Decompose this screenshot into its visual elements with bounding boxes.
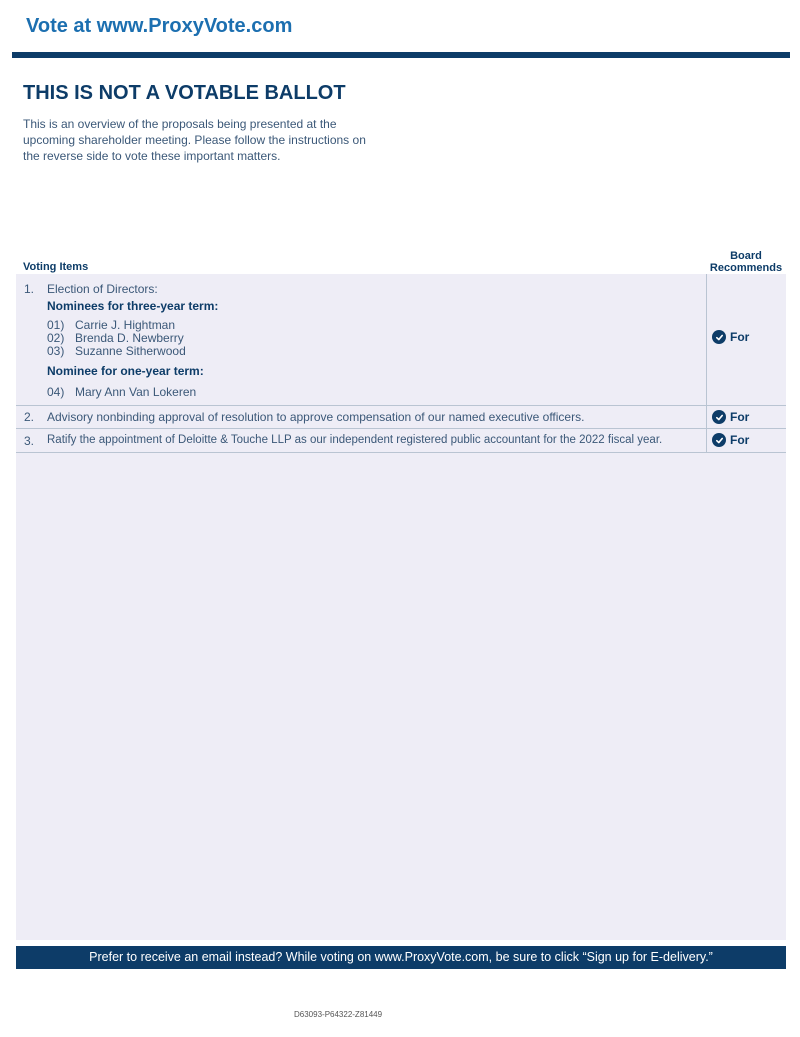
nominee-name: Suzanne Sitherwood (75, 344, 186, 358)
column-divider (706, 406, 707, 428)
item-text: Election of Directors: (47, 282, 158, 296)
item-number: 2. (24, 410, 35, 424)
board-header-line1: Board (730, 250, 762, 262)
checkmark-icon (712, 410, 726, 424)
checkmark-icon (712, 433, 726, 447)
nominee-code: 02) (47, 331, 65, 345)
column-divider (706, 429, 707, 452)
proxyvote-header-link[interactable]: Vote at www.ProxyVote.com (26, 15, 293, 37)
header-rule (12, 52, 790, 58)
board-recommendation (712, 433, 749, 447)
item-number: 1. (24, 282, 35, 296)
nominee-name: Carrie J. Hightman (75, 318, 176, 332)
nominee-entry (47, 386, 196, 399)
board-recommendation (712, 330, 749, 344)
voting-item-1 (16, 274, 786, 406)
nominee-code: 01) (47, 318, 65, 332)
intro-paragraph (23, 116, 403, 164)
edelivery-banner: Prefer to receive an email instead? While voting on www.ProxyVote.com, be sure to click “Sign up for E-delivery.” (16, 946, 786, 969)
nominee-entry (47, 345, 186, 358)
nominee-code: 04) (47, 385, 65, 399)
column-divider (706, 274, 707, 405)
recommendation-label: For (730, 330, 750, 344)
item-text: Ratify the appointment of Deloitte & Touche LLP as our independent registered public accountant for the 2022 fiscal year. (47, 434, 663, 446)
voting-item-2 (16, 406, 786, 429)
intro-line: the reverse side to vote these important matters. (23, 149, 281, 163)
item-text: Advisory nonbinding approval of resolution to approve compensation of our named executive officers. (47, 410, 585, 424)
nominee-code: 03) (47, 344, 65, 358)
nominee-group-heading: Nominee for one-year term: (47, 364, 204, 378)
intro-line: upcoming shareholder meeting. Please follow the instructions on (23, 133, 366, 147)
intro-line: This is an overview of the proposals being presented at the (23, 117, 337, 131)
voting-item-3 (16, 429, 786, 453)
board-recommends-header (706, 250, 786, 274)
nominee-name: Mary Ann Van Lokeren (75, 385, 197, 399)
nominee-group-heading: Nominees for three-year term: (47, 299, 219, 313)
ballot-heading: THIS IS NOT A VOTABLE BALLOT (23, 82, 346, 104)
checkmark-icon (712, 330, 726, 344)
recommendation-label: For (730, 410, 750, 424)
board-header-line2: Recommends (709, 262, 783, 274)
board-recommendation (712, 410, 749, 424)
voting-items-header: Voting Items (23, 261, 89, 273)
document-code: D63093-P64322-Z81449 (294, 1010, 383, 1019)
item-number: 3. (24, 434, 35, 448)
nominee-name: Brenda D. Newberry (75, 331, 184, 345)
recommendation-label: For (730, 433, 750, 447)
